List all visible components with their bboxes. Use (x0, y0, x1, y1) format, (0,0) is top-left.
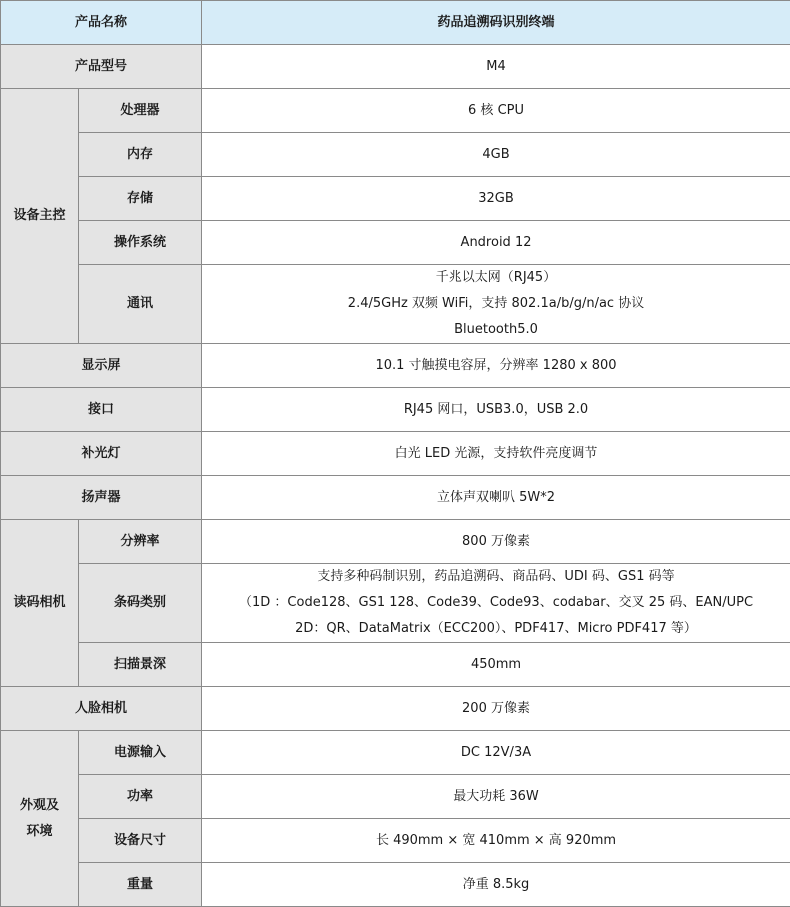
main_control-row-label: 处理器 (121, 103, 160, 118)
reader_camera-group-label: 读码相机 (1, 590, 78, 616)
face_camera-label-cell (1, 687, 202, 731)
reader_camera-group-cell (1, 520, 79, 687)
reader_camera-row-value-line: 450mm (202, 652, 790, 678)
reader_camera-row-value-line: 800 万像素 (202, 529, 790, 555)
table-row (1, 1, 790, 45)
fill_light-value: 白光 LED 光源，支持软件亮度调节 (395, 446, 598, 461)
ports-label: 接口 (88, 402, 114, 417)
face_camera-label: 人脸相机 (75, 701, 127, 716)
appearance-row-label-cell (79, 775, 202, 819)
reader_camera-row-value-line: 2D：QR、DataMatrix（ECC200）、PDF417、Micro PDF417 等） (202, 616, 790, 642)
fill_light-label: 补光灯 (82, 446, 121, 461)
table-row (1, 476, 790, 520)
main_control-row-value-cell (202, 177, 790, 221)
table-row (1, 388, 790, 432)
table-row (1, 731, 790, 775)
table-row (1, 432, 790, 476)
table-row (1, 133, 790, 177)
model-value: M4 (486, 59, 506, 74)
display-value: 10.1 寸触摸电容屏，分辨率 1280 x 800 (375, 358, 616, 373)
reader_camera-row-value-line: 支持多种码制识别，药品追溯码、商品码、UDI 码、GS1 码等 (202, 564, 790, 590)
main_control-row-label-cell (79, 265, 202, 344)
model-label-cell (1, 45, 202, 89)
appearance-row-value-cell (202, 819, 790, 863)
table-row (1, 564, 790, 643)
appearance-row-label: 功率 (127, 789, 153, 804)
main_control-row-label-cell (79, 133, 202, 177)
appearance-row-label: 设备尺寸 (114, 833, 166, 848)
reader_camera-row-label-cell (79, 564, 202, 643)
speaker-label-cell (1, 476, 202, 520)
appearance-row-value-cell (202, 775, 790, 819)
main_control-row-value-line: 6 核 CPU (202, 98, 790, 124)
appearance-row-value-line: 长 490mm × 宽 410mm × 高 920mm (202, 828, 790, 854)
reader_camera-row-label-cell (79, 643, 202, 687)
main_control-row-label: 通讯 (127, 296, 153, 311)
reader_camera-row-value-line: （1D ：Code128、GS1 128、Code39、Code93、codabar、交叉 25 码、EAN/UPC (202, 590, 790, 616)
main_control-row-value-cell (202, 265, 790, 344)
reader_camera-row-value-cell (202, 643, 790, 687)
main_control-row-value-line: 4GB (202, 142, 790, 168)
main_control-row-label-cell (79, 89, 202, 133)
reader_camera-row-label-cell (79, 520, 202, 564)
main_control-row-value-line: Android 12 (202, 230, 790, 256)
speaker-value: 立体声双喇叭 5W*2 (437, 490, 555, 505)
appearance-group-cell (1, 731, 79, 907)
table-row (1, 221, 790, 265)
table-row (1, 265, 790, 344)
appearance-row-label-cell (79, 731, 202, 775)
table-row (1, 520, 790, 564)
appearance-row-value-cell (202, 863, 790, 907)
main_control-row-label: 内存 (127, 147, 153, 162)
reader_camera-row-value-cell (202, 564, 790, 643)
main_control-row-value-cell (202, 89, 790, 133)
reader_camera-row-label: 条码类别 (114, 595, 166, 610)
fill_light-label-cell (1, 432, 202, 476)
table-row (1, 89, 790, 133)
reader_camera-row-label: 扫描景深 (114, 657, 166, 672)
appearance-row-value-line: 净重 8.5kg (202, 872, 790, 898)
appearance-row-value-line: DC 12V/3A (202, 740, 790, 766)
face_camera-value: 200 万像素 (462, 701, 530, 716)
main_control-row-value-line: 2.4/5GHz 双频 WiFi，支持 802.1a/b/g/n/ac 协议 (202, 291, 790, 317)
display-label-cell (1, 344, 202, 388)
main_control-row-label-cell (79, 221, 202, 265)
display-label: 显示屏 (82, 358, 121, 373)
table-row (1, 45, 790, 89)
table-row (1, 687, 790, 731)
appearance-row-value-line: 最大功耗 36W (202, 784, 790, 810)
main_control-group-label: 设备主控 (1, 203, 78, 229)
header-value: 药品追溯码识别终端 (438, 15, 555, 30)
main_control-row-value-line: 千兆以太网（RJ45） (202, 265, 790, 291)
speaker-label: 扬声器 (82, 490, 121, 505)
appearance-row-label: 电源输入 (114, 745, 166, 760)
main_control-row-value-cell (202, 221, 790, 265)
table-row (1, 775, 790, 819)
main_control-row-value-line: 32GB (202, 186, 790, 212)
face_camera-value-cell (202, 687, 790, 731)
appearance-row-label: 重量 (127, 877, 153, 892)
reader_camera-row-value-cell (202, 520, 790, 564)
main_control-group-cell (1, 89, 79, 344)
header-value-cell (202, 1, 790, 45)
header-label: 产品名称 (75, 15, 127, 30)
table-row (1, 344, 790, 388)
fill_light-value-cell (202, 432, 790, 476)
reader_camera-row-label: 分辨率 (121, 534, 160, 549)
appearance-group-label: 外观及 (1, 793, 78, 819)
main_control-row-value-cell (202, 133, 790, 177)
speaker-value-cell (202, 476, 790, 520)
main_control-row-label-cell (79, 177, 202, 221)
model-value-cell (202, 45, 790, 89)
display-value-cell (202, 344, 790, 388)
ports-value: RJ45 网口，USB3.0，USB 2.0 (404, 402, 588, 417)
ports-label-cell (1, 388, 202, 432)
main_control-row-value-line: Bluetooth5.0 (202, 317, 790, 343)
ports-value-cell (202, 388, 790, 432)
table-row (1, 863, 790, 907)
appearance-row-label-cell (79, 863, 202, 907)
table-row (1, 643, 790, 687)
model-label: 产品型号 (75, 59, 127, 74)
main_control-row-label: 存储 (127, 191, 153, 206)
table-row (1, 177, 790, 221)
main_control-row-label: 操作系统 (114, 235, 166, 250)
appearance-row-value-cell (202, 731, 790, 775)
header-label-cell (1, 1, 202, 45)
appearance-row-label-cell (79, 819, 202, 863)
table-row (1, 819, 790, 863)
appearance-group-label: 环境 (1, 819, 78, 845)
